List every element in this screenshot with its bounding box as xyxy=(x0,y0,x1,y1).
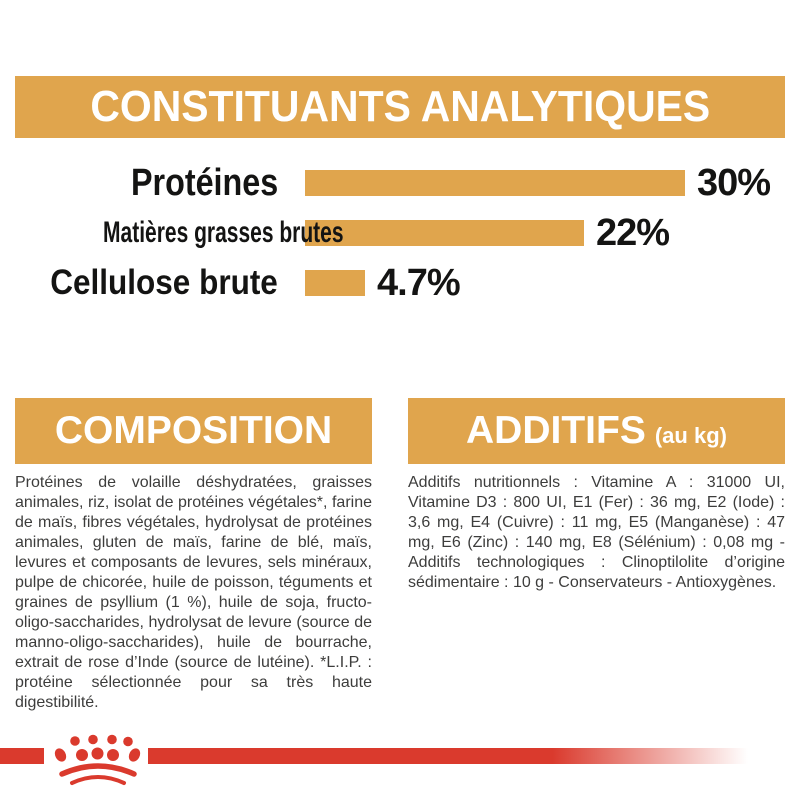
footer-red-band-left xyxy=(0,748,44,764)
chart-label-text: Matières grasses brutes xyxy=(103,216,344,249)
analytical-constituents-banner xyxy=(15,76,785,138)
composition-body-text: Protéines de volaille déshydratées, graisses animales, riz, isolat de protéines végétales*, farine de maïs, fibres végétales, hydrolysat de protéines animales, gluten de maïs, farine de blé, maïs, levures et composants de levures, sels minéraux, pulpe de chicorée, huile de poisson, téguments et graines de psyllium (1 %), huile de soja, fructo-oligo-saccharides, hydrolysat de levure (source de manno-oligo-saccharides), huile de bourrache, extrait de rose d’Inde (source de lutéine). *L.I.P. : protéine sélectionnée pour sa très haute digestibilité. xyxy=(15,474,372,711)
chart-value-proteines: 30% xyxy=(697,161,771,204)
chart-row xyxy=(0,208,800,258)
composition-section xyxy=(15,398,372,713)
royal-canin-crown-icon xyxy=(46,730,150,788)
composition-title: COMPOSITION xyxy=(54,409,333,452)
composition-header xyxy=(15,398,372,464)
chart-value-cellulose: 4.7% xyxy=(377,261,460,304)
composition-header-inner xyxy=(55,409,332,453)
chart-label-matieres-grasses xyxy=(0,216,344,250)
chart-bar-matieres-grasses xyxy=(305,220,584,246)
additives-title: ADDITIFS xyxy=(466,409,646,452)
chart-row xyxy=(0,258,800,308)
chart-label-text: Protéines xyxy=(130,161,278,204)
chart-bar-cellulose xyxy=(305,270,365,296)
analytical-constituents-chart xyxy=(0,158,800,308)
chart-row xyxy=(0,158,800,208)
chart-value-matieres-grasses: 22% xyxy=(596,211,670,254)
additives-header-inner xyxy=(466,409,727,453)
chart-bar-proteines xyxy=(305,170,685,196)
chart-label-proteines xyxy=(0,162,278,205)
additives-title-suffix: (au kg) xyxy=(654,423,727,448)
chart-label-text: Cellulose brute xyxy=(50,263,278,302)
chart-label-cellulose xyxy=(0,263,278,303)
additives-section xyxy=(408,398,785,593)
page-title: CONSTITUANTS ANALYTIQUES xyxy=(90,82,710,131)
additives-body-text: Additifs nutritionnels : Vitamine A : 31000 UI, Vitamine D3 : 800 UI, E1 (Fer) : 36 mg, E2 (Iode) : 3,6 mg, E4 (Cuivre) : 11 mg, E5 (Manganèse) : 47 mg, E6 (Zinc) : 140 mg, E8 (Sélénium) : 0,08 mg - Additifs technologiques : Clinoptilolite d’origine sédimentaire : 10 g - Conservateurs - Antioxygènes. xyxy=(408,474,785,591)
footer-red-band-right xyxy=(148,748,800,764)
additives-header xyxy=(408,398,785,464)
